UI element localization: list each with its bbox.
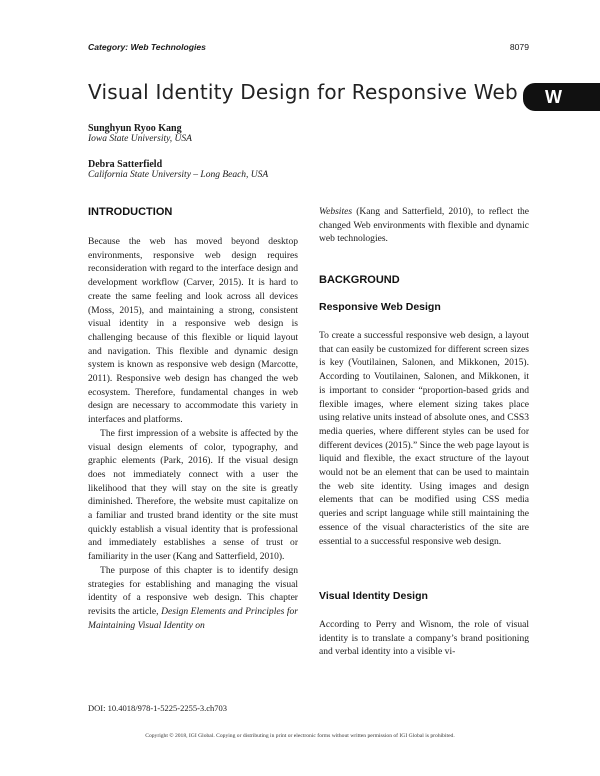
section-heading-introduction: INTRODUCTION xyxy=(88,206,173,218)
paragraph xyxy=(319,205,529,246)
author-block-1 xyxy=(88,123,192,144)
author-affiliation: California State University – Long Beach, USA xyxy=(88,170,269,180)
paragraph xyxy=(88,564,298,633)
author-name: Sunghyun Ryoo Kang xyxy=(88,123,182,134)
page-number: 8079 xyxy=(509,42,529,52)
paragraph: The first impression of a website is affected by the visual design elements of color, typography, and graphic elements (Park, 2016). If the visual design does not immediately connect with a user the likelihood that they will stay on the site is greatly diminished. Therefore, the website must capitalize on a familiar and trusted brand identity or the site must quickly establish a visual identity that is professional and immediately establishes a sense of trust or familiarity in the user (Kang and Satterfield, 2010). xyxy=(88,427,298,563)
copyright-notice: Copyright © 2018, IGI Global. Copying or distributing in print or electronic forms without written permission of IGI Global is prohibited. xyxy=(145,733,455,739)
paragraph-text: The purpose of this chapter is to identify design strategies for establishing and managing the visual identity of a responsive web design. This chapter revisits the article, xyxy=(88,564,298,617)
paragraph: Because the web has moved beyond desktop environments, responsive web design requires reconsideration with regard to the interface design and development workflow (Carver, 2015). It is hard to create the same feeling and look across all devices (Moss, 2015), and maintaining a strong, consistent visual identity in a responsive web design is challenging because of this flexible or liquid layout and navigation. This flexible and dynamic design system is known as responsive web design (Marcotte, 2011). Responsive web design has changed the web ecosystem. Therefore, fundamental changes in web design are necessary to accommodate this variety in interfaces and platforms. xyxy=(88,236,298,426)
right-column-body-1 xyxy=(319,329,529,548)
left-column xyxy=(88,235,298,632)
paragraph-text: (Kang and Satterfield, 2010), to reflect the changed Web environments with flexible and dynamic web technologies. xyxy=(319,206,529,245)
author-affiliation: Iowa State University, USA xyxy=(88,134,192,144)
right-column-body-2 xyxy=(319,618,529,659)
article-title-italic: Design Elements and Principles for Maintaining Visual Identity on xyxy=(88,605,298,631)
doi: DOI: 10.4018/978-1-5225-2255-3.ch703 xyxy=(88,703,228,713)
section-tab: W xyxy=(523,83,600,111)
author-block-2 xyxy=(88,159,268,180)
section-heading-background: BACKGROUND xyxy=(319,274,400,286)
paper-title: Visual Identity Design for Responsive Web xyxy=(88,80,518,104)
paragraph: According to Perry and Wisnom, the role of visual identity is to translate a company’s brand positioning and verbal identity into a visible vi- xyxy=(319,619,529,658)
subheading-responsive-web-design: Responsive Web Design xyxy=(319,301,441,313)
right-column-continuation xyxy=(319,205,529,246)
subheading-visual-identity-design: Visual Identity Design xyxy=(319,590,428,602)
running-header-category: Category: Web Technologies xyxy=(88,42,206,52)
author-name: Debra Satterfield xyxy=(88,159,163,170)
paragraph: To create a successful responsive web design, a layout that can easily be customized for different screen sizes is key (Voutilainen, Salonen, and Mikkonen, 2015). According to Voutilainen, Salonen, and Mikkonen, it is important to consider “proportion-based grids and flexible images, where element sizing takes place using relative units instead of absolute ones, and CSS3 media queries, where different styles can be used for different devices (2015).” Since the web page layout is liquid and flexible, the exact structure of the layout would not be an element that can be used to maintain the web site identity. Using images and design elements that can be modified using CSS media queries and script language while still maintaining the essence of the visual characteristics of the site are essential to a successful responsive web design. xyxy=(319,330,529,547)
article-title-italic: Websites xyxy=(319,206,353,217)
